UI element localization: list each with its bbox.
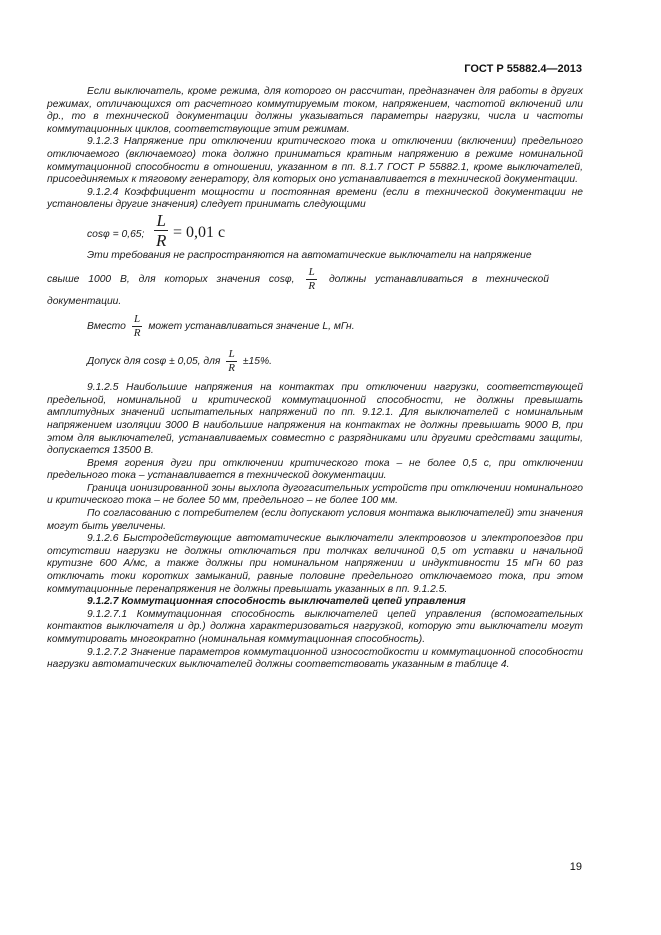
paragraph-documentation: документации. — [47, 295, 122, 307]
paragraph-agreement: По согласованию с потребителем (если допускают условия монтажа выключателей) эти значения могут быть увеличены. — [47, 508, 583, 532]
paragraph-other-modes: Если выключатель, кроме режима, для которого он рассчитан, предназначен для работы в других режимах, отличающихся от расчетного коммутируемым током, напряжением, частотой включений или др., то в технической документации должны указываться параметры нагрузки, числа и частоты коммутационных циклов, соответствующие этим режимам. — [47, 86, 583, 135]
l-over-r-fraction — [306, 267, 317, 292]
paragraph-9-1-2-3: 9.1.2.3 Напряжение при отключении критического тока и отключении (включении) предельного отключаемого (включаемого) тока должно приниматься кратным напряжению в режиме номинальной коммутационной способности в отношении, указанном в пп. 8.1.7 ГОСТ Р 55882.1, кроме выключателей, присоединяемых к тяговому генератору, для которых оно устанавливается в технической документации. — [47, 136, 583, 186]
paragraph-9-1-2-7-1: 9.1.2.7.1 Коммутационная способность выключателей цепей управления (вспомогательных контактов выключателя и др.) должна характеризоваться нагрузкой, которую эти выключатели могут коммутировать многократно (номинальная коммутационная способность). — [47, 608, 583, 645]
fraction-numerator: L — [132, 314, 143, 327]
paragraph-9-1-2-7-2: 9.1.2.7.2 Значение параметров коммутационной износостойкости и коммутационной способности нагрузки автоматических выключателей должны соответствовать указанным в таблице 4. — [47, 646, 583, 671]
paragraph-9-1-2-6: 9.1.2.6 Быстродействующие автоматические выключатели электровозов и электропоездов при отсутствии нагрузки не должны отключаться при толчках величиной 0,5 от уставки и начальной крутизне 600 А/мс, а также должны при номинальном напряжении и индуктивности 15 мГн 60 раз отключать токи коротких замыканий, равные половине предельного отключаемого тока, при этом коммутационные перенапряжения не должны превышать указанных в пп. 9.1.2.5. — [47, 533, 583, 595]
paragraph-9-1-2-4: 9.1.2.4 Коэффициент мощности и постоянная времени (если в технической документации не установлены другие значения) следует принимать следующими — [47, 186, 583, 211]
paragraph-not-applicable: Эти требования не распространяются на автоматические выключатели на напряжение — [87, 249, 532, 261]
paragraph-instead-of — [87, 314, 583, 339]
instead-of-tail: может устанавливаться значение L, мГн. — [148, 321, 355, 333]
fraction-numerator: L — [306, 267, 317, 280]
formula-numerator: L — [154, 212, 168, 231]
tolerance-text: Допуск для cosφ ± 0,05, для — [87, 356, 221, 368]
above-1000v-text: свыше 1000 В, для которых значения cosφ, — [47, 273, 295, 285]
l-over-r-fraction — [226, 349, 237, 374]
tolerance-tail: ±15%. — [242, 356, 273, 368]
formula-l-over-r — [154, 212, 168, 249]
page-number: 19 — [569, 861, 582, 873]
fraction-denominator: R — [133, 327, 141, 340]
page-body — [47, 86, 583, 672]
paragraph-above-1000v — [47, 267, 583, 292]
paragraph-9-1-2-5: 9.1.2.5 Наибольшие напряжения на контактах при отключении нагрузки, соответствующей предельной, номинальной и критической коммутационной способности, не должны превышать амплитудных значений испытательных напряжений по пп. 9.12.1. Для выключателей с номинальным напряжением изоляции 3000 В наибольшие напряжения на контактах не должны превышать 9000 В, при этом для выключателей, устанавливаемых совместно с разрядниками или другими средствами защиты, допускается 13500 В. — [47, 382, 583, 457]
section-heading-9-1-2-7: 9.1.2.7 Коммутационная способность выключателей цепей управления — [87, 596, 466, 608]
paragraph-tolerance — [87, 349, 583, 374]
power-factor-formula — [87, 212, 583, 250]
instead-of-text: Вместо — [87, 321, 126, 333]
standard-header: ГОСТ Р 55882.4—2013 — [464, 63, 582, 75]
formula-denominator: R — [156, 230, 167, 250]
l-over-r-fraction — [132, 314, 143, 339]
fraction-denominator: R — [308, 279, 316, 292]
paragraph-ionized-zone: Граница ионизированной зоны выхлопа дугогасительных устройств при отключении номинального и критического тока – не более 50 мм, предельного – не более 100 мм. — [47, 482, 583, 507]
fraction-numerator: L — [226, 349, 237, 362]
paragraph-arc-time: Время горения дуги при отключении критического тока – не более 0,5 с, при отключении предельного тока – устанавливается в технической документации. — [47, 457, 583, 482]
formula-cos-phi: cosφ = 0,65; — [87, 228, 145, 240]
above-1000v-tail: должны устанавливаться в технической — [328, 273, 549, 285]
fraction-denominator: R — [228, 362, 236, 375]
formula-value: = 0,01 c — [173, 223, 226, 241]
